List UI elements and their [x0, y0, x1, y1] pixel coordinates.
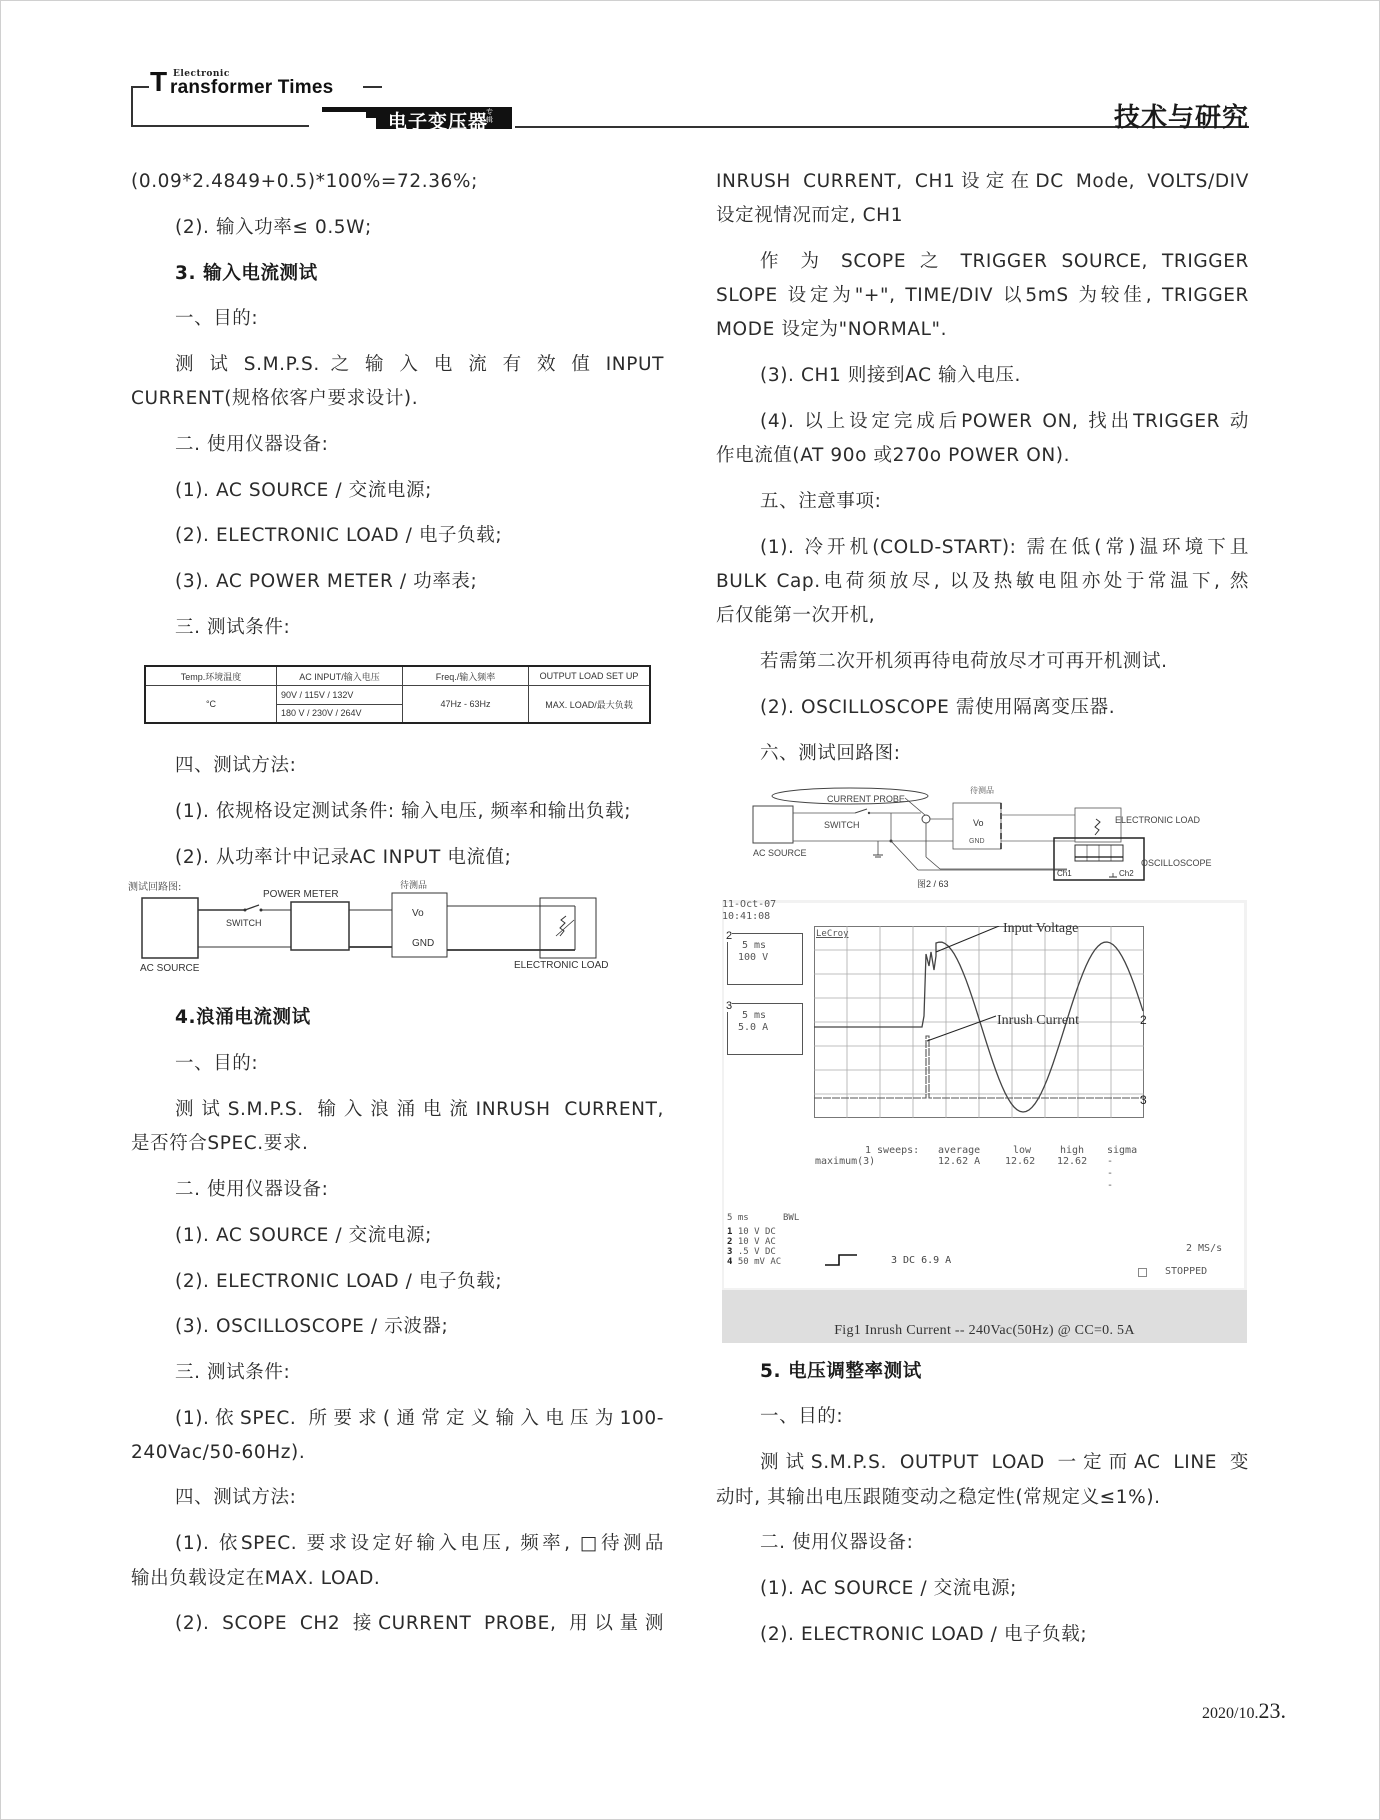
- paragraph-line: 测试S.M.P.S. 输入浪涌电流INRUSH CURRENT,: [175, 1099, 664, 1120]
- brand-chinese-mini: 专辑: [486, 108, 493, 124]
- channel-coupling: AC: [764, 1237, 776, 1247]
- status-checkbox: [1138, 1268, 1147, 1277]
- list-item: (1). AC SOURCE / 交流电源;: [760, 1578, 1017, 1599]
- channel-coupling: DC: [764, 1227, 776, 1237]
- list-item: (3). OSCILLOSCOPE / 示波器;: [175, 1316, 449, 1337]
- paragraph-line: 240Vac/50-60Hz).: [131, 1442, 306, 1463]
- brand-title: ransformer Times: [170, 77, 334, 98]
- channel-2-box: [726, 930, 803, 985]
- vo-label: Vo: [412, 908, 424, 919]
- paragraph-line: 测试S.M.P.S. OUTPUT LOAD 一定而AC LINE 变: [760, 1452, 1249, 1473]
- stats-sweeps: 1 sweeps:: [865, 1145, 920, 1156]
- header-rule: [131, 86, 149, 88]
- stats-header: low: [1013, 1145, 1032, 1156]
- page-footer: [1202, 1698, 1286, 1724]
- paragraph-line: 动时, 其输出电压跟随变动之稳定性(常规定义≤1%).: [716, 1487, 1161, 1508]
- channel-scale: 10 V: [737, 1237, 760, 1247]
- channel-3-box: [726, 1000, 803, 1055]
- stats-value: 12.62 A: [938, 1156, 981, 1167]
- subheading: 一、目的:: [175, 308, 259, 329]
- page-number: 23.: [1258, 1698, 1286, 1723]
- table-cell: 90V / 115V / 132V: [277, 686, 403, 705]
- channel-scale: 10 V: [737, 1227, 760, 1237]
- channel-row: [727, 1227, 776, 1237]
- power-meter-label: POWER METER: [263, 889, 339, 900]
- test-conditions-table: [144, 665, 651, 724]
- subheading: 二. 使用仪器设备:: [760, 1532, 914, 1553]
- channel-2-time: 5 ms: [742, 940, 767, 951]
- section-heading: 3. 输入电流测试: [175, 263, 318, 284]
- dut-label: 待测品: [970, 786, 994, 795]
- scope-brand: LeCroy: [816, 929, 849, 939]
- channel-scale: 50 mV: [737, 1257, 765, 1267]
- dut-label: 待测品: [400, 881, 428, 891]
- brand-chinese: 电子变压器: [388, 111, 489, 133]
- list-item: (2). ELECTRONIC LOAD / 电子负载;: [175, 525, 503, 546]
- brand-electronic: Electronic: [173, 69, 230, 79]
- channel-row: [727, 1247, 776, 1257]
- current-probe-label: CURRENT PROBE: [827, 794, 905, 804]
- table-header: Freq./输入频率: [403, 666, 529, 686]
- subheading: 二. 使用仪器设备:: [175, 434, 329, 455]
- subheading: 四、测试方法:: [175, 1487, 297, 1508]
- paragraph-line: (2). 输入功率≤ 0.5W;: [175, 217, 372, 238]
- paragraph-line: 是否符合SPEC.要求.: [131, 1133, 309, 1154]
- annotation-input-voltage: Input Voltage: [1003, 921, 1079, 936]
- figure-ref: 图2 / 63: [917, 879, 949, 889]
- header-rule: [363, 86, 382, 88]
- electronic-load-label: ELECTRONIC LOAD: [514, 960, 609, 971]
- table-header: Temp.环境温度: [145, 666, 277, 686]
- scope-status: STOPPED: [1165, 1266, 1208, 1277]
- paragraph-line: BULK Cap.电荷须放尽, 以及热敏电阻亦处于常温下, 然: [716, 571, 1249, 592]
- table-cell: MAX. LOAD/最大负载: [529, 686, 651, 723]
- paragraph-line: CURRENT(规格依客户要求设计).: [131, 388, 419, 409]
- stats-header: average: [938, 1145, 981, 1156]
- subheading: 二. 使用仪器设备:: [175, 1179, 329, 1200]
- gnd-label: GND: [412, 938, 435, 949]
- table-cell: °C: [145, 686, 277, 723]
- section-heading: 5. 电压调整率测试: [760, 1361, 922, 1382]
- gnd-label: GND: [969, 838, 985, 845]
- header-rule: [131, 125, 309, 127]
- section-title: 技术与研究: [1113, 103, 1249, 133]
- ac-source-label: AC SOURCE: [753, 848, 807, 858]
- list-item: (1). 依规格设定测试条件: 输入电压, 频率和输出负载;: [175, 801, 632, 822]
- vo-label: Vo: [973, 818, 984, 828]
- channel-number: 2: [727, 1237, 733, 1247]
- switch-label: SWITCH: [824, 820, 860, 830]
- electronic-load-label: ELECTRONIC LOAD: [1115, 815, 1201, 825]
- list-item: (4). 以上设定完成后POWER ON, 找出TRIGGER 动: [760, 411, 1249, 432]
- list-item: (2). OSCILLOSCOPE 需使用隔离变压器.: [760, 697, 1116, 718]
- paragraph-line: 若需第二次开机须再待电荷放尽才可再开机测试.: [760, 651, 1168, 672]
- voltage-trace: [814, 942, 1143, 1112]
- scope-time: 10:41:08: [722, 911, 771, 922]
- stats-value: - - -: [1107, 1156, 1114, 1191]
- paragraph-line: 作电流值(AT 90o 或270o POWER ON).: [716, 445, 1071, 466]
- ch1-label: Ch1: [1057, 869, 1072, 878]
- oscilloscope-label: OSCILLOSCOPE: [1141, 858, 1212, 868]
- figure-caption: Fig1 Inrush Current -- 240Vac(50Hz) @ CC=0. 5A: [834, 1323, 1135, 1338]
- stats-header: high: [1060, 1145, 1085, 1156]
- timebase: 5 ms: [727, 1213, 749, 1223]
- subheading: 一、目的:: [175, 1053, 259, 1074]
- channel-number: 1: [727, 1227, 733, 1237]
- channel-coupling: DC: [764, 1247, 776, 1257]
- paragraph-line: 后仅能第一次开机,: [716, 605, 876, 626]
- paragraph-line: INRUSH CURRENT, CH1设定在DC Mode, VOLTS/DIV: [716, 171, 1249, 192]
- scope-graticule: [814, 926, 1144, 1118]
- trace-marker-3: 3: [1140, 1093, 1147, 1107]
- channel-2-scale: 100 V: [738, 952, 769, 963]
- channel-2-id: 2: [726, 930, 733, 942]
- test-circuit-diagram-1: [128, 876, 628, 976]
- annotation-arrow: [927, 1016, 996, 1041]
- trigger-edge-icon: [825, 1253, 859, 1267]
- ch2-label: Ch2: [1119, 869, 1134, 878]
- subheading: 三. 测试条件:: [175, 1362, 291, 1383]
- subheading: 四、测试方法:: [175, 755, 297, 776]
- trace-marker-2: 2: [1140, 1013, 1147, 1027]
- subheading: 三. 测试条件:: [175, 617, 291, 638]
- section-heading: 4.浪涌电流测试: [175, 1007, 311, 1028]
- sample-rate: 2 MS/s: [1186, 1243, 1223, 1254]
- list-item: (2). ELECTRONIC LOAD / 电子负载;: [760, 1624, 1088, 1645]
- paragraph-line: 输出负载设定在MAX. LOAD.: [131, 1568, 381, 1589]
- annotation-arrow: [936, 926, 999, 952]
- channel-row: [727, 1257, 781, 1267]
- subheading: 五、注意事项:: [760, 491, 882, 512]
- ac-source-label: AC SOURCE: [140, 963, 200, 974]
- channel-3-time: 5 ms: [742, 1010, 767, 1021]
- paragraph-line: (2). SCOPE CH2 接CURRENT PROBE, 用以量测: [175, 1613, 664, 1634]
- table-header: AC INPUT/输入电压: [277, 666, 403, 686]
- channel-3-scale: 5.0 A: [738, 1022, 769, 1033]
- paragraph-line: SLOPE 设定为"+", TIME/DIV 以5mS 为较佳, TRIGGER: [716, 285, 1249, 306]
- table-cell: 180 V / 230V / 264V: [277, 704, 403, 723]
- paragraph-line: (1). 依SPEC. 要求设定好输入电压, 频率, □待测品: [175, 1533, 664, 1554]
- stats-row-label: maximum(3): [815, 1156, 876, 1167]
- channel-scale: .5 V: [737, 1247, 760, 1257]
- stats-header: sigma: [1107, 1145, 1138, 1156]
- circuit-drawing: [745, 785, 1250, 890]
- list-item: (3). CH1 则接到AC 输入电压.: [760, 365, 1021, 386]
- paragraph-line: 作 为 SCOPE 之 TRIGGER SOURCE, TRIGGER: [760, 251, 1249, 272]
- channel-number: 4: [727, 1257, 733, 1267]
- stats-value: 12.62: [1057, 1156, 1088, 1167]
- table-cell: 47Hz - 63Hz: [403, 686, 529, 723]
- list-item: (1). 冷开机(COLD-START): 需在低(常)温环境下且: [760, 537, 1249, 558]
- paragraph-line: 测 试 S.M.P.S. 之 输 入 电 流 有 效 值 INPUT: [175, 354, 664, 375]
- paragraph-line: 设定视情况而定, CH1: [716, 205, 904, 226]
- trigger-setting: 3 DC 6.9 A: [891, 1255, 952, 1266]
- switch-label: SWITCH: [226, 918, 262, 928]
- list-item: (1). AC SOURCE / 交流电源;: [175, 1225, 432, 1246]
- channel-3-id: 3: [726, 1000, 733, 1012]
- channel-coupling: AC: [770, 1257, 782, 1267]
- test-circuit-diagram-2: [745, 785, 1250, 890]
- paragraph-line: (0.09*2.4849+0.5)*100%=72.36%;: [131, 171, 478, 192]
- list-item: (1). AC SOURCE / 交流电源;: [175, 480, 432, 501]
- channel-row: [727, 1237, 776, 1247]
- header-rule: [131, 86, 133, 126]
- channel-number: 3: [727, 1247, 733, 1257]
- paragraph-line: (1).依SPEC. 所要求(通常定义输入电压为100-: [175, 1408, 664, 1429]
- diagram-caption: 测试回路图:: [128, 882, 182, 893]
- subheading: 一、目的:: [760, 1406, 844, 1427]
- list-item: (2). ELECTRONIC LOAD / 电子负载;: [175, 1271, 503, 1292]
- brand-initial: T: [150, 66, 168, 97]
- annotation-inrush-current: Inrush Current: [997, 1013, 1080, 1028]
- list-item: (2). 从功率计中记录AC INPUT 电流值;: [175, 847, 512, 868]
- stats-value: 12.62: [1005, 1156, 1036, 1167]
- scope-date: 11-Oct-07: [722, 899, 777, 910]
- table-header: OUTPUT LOAD SET UP: [529, 666, 651, 686]
- subheading: 六、测试回路图:: [760, 743, 901, 764]
- paragraph-line: MODE 设定为"NORMAL".: [716, 319, 948, 340]
- list-item: (3). AC POWER METER / 功率表;: [175, 571, 478, 592]
- issue-date: 2020/10.: [1202, 1705, 1259, 1722]
- bandwidth-limit: BWL: [783, 1213, 800, 1223]
